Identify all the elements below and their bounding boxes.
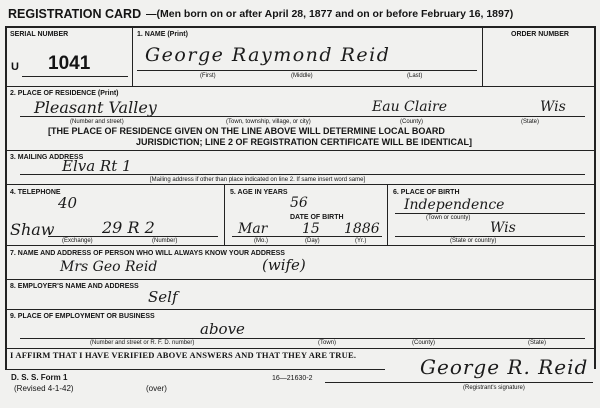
order-label: ORDER NUMBER [511,31,569,38]
birthplace-town: Independence [404,197,505,213]
dob-day: 15 [302,221,320,237]
employment-sub-town: (Town) [318,340,337,346]
name-sub-middle: (Middle) [291,73,313,79]
serial-number: 1041 [48,53,91,74]
employer-top-rule [5,279,595,280]
telephone-value-top: 40 [58,194,78,212]
birthplace-sub-state: (State or country) [450,238,497,244]
tel-divider [224,184,225,245]
print-code: 16—21630-2 [272,375,313,382]
residence-street-value: Pleasant Valley [34,98,157,117]
mailing-label: 3. MAILING ADDRESS [10,154,84,161]
birthplace-town-underline [395,213,585,214]
signature-line [325,382,593,383]
contact-relation: (wife) [262,256,306,274]
residence-sub-state: (State) [521,119,540,125]
residence-label: 2. PLACE OF RESIDENCE (Print) [10,90,119,97]
mailing-top-rule [5,150,595,151]
top-rule [5,26,595,28]
mailing-note: [Mailing address if other than place indicated on line 2. If same insert word same] [150,177,366,183]
telephone-sub-number: (Number) [152,238,178,244]
birthplace-sub-town: (Town or county) [426,215,471,221]
birthplace-state-underline [395,236,585,237]
card-subtitle: —(Men born on or after April 28, 1877 and on or before February 16, 1897) [146,8,514,20]
employer-value: Self [148,288,178,306]
name-sub-first: (First) [200,73,216,79]
age-divider [387,184,388,245]
employment-label: 9. PLACE OF EMPLOYMENT OR BUSINESS [10,313,155,320]
form-revised: (Revised 4-1-42) [14,384,74,393]
mailing-value: Elva Rt 1 [62,157,132,175]
name-sub-last: (Last) [407,73,423,79]
telephone-underline [48,236,218,237]
serial-prefix: U [11,61,19,73]
residence-underline [20,116,585,117]
dob-underline [232,236,382,237]
dob-year: 1886 [344,221,380,237]
row4-top-rule [5,184,595,185]
form-number: D. S. S. Form 1 [11,373,68,382]
mailing-underline [20,174,585,175]
dob-sub-yr: (Yr.) [355,238,367,244]
name-value: George Raymond Reid [145,44,391,66]
residence-note-line2: JURISDICTION; LINE 2 OF REGISTRATION CERTIFICATE WILL BE IDENTICAL] [136,137,472,147]
employment-underline [20,338,585,339]
residence-sub-town: (Town, township, village, or city) [226,119,311,125]
residence-sub-street: (Number and street) [70,119,124,125]
contact-label: 7. NAME AND ADDRESS OF PERSON WHO WILL ALWAYS KNOW YOUR ADDRESS [10,250,285,257]
order-divider [482,26,483,86]
dob-label: DATE OF BIRTH [290,214,344,221]
serial-label: SERIAL NUMBER [10,31,69,38]
name-underline [137,70,477,71]
over-note: (over) [146,384,167,393]
dob-sub-day: (Day) [305,238,320,244]
residence-state-value: Wis [540,99,566,115]
telephone-exchange: Shaw [10,220,55,239]
residence-top-rule [5,86,595,87]
residence-sub-county: (County) [400,119,424,125]
age-label: 5. AGE IN YEARS [230,189,288,196]
serial-underline [22,76,128,77]
signature-caption: (Registrant's signature) [463,385,525,391]
right-rule [594,26,596,369]
employment-sub-street: (Number and street or R. F. D. number) [90,340,195,346]
telephone-number: 29 R 2 [102,218,155,237]
dob-sub-mo: (Mo.) [254,238,268,244]
name-label: 1. NAME (Print) [137,31,188,38]
employment-sub-state: (State) [528,340,547,346]
birthplace-label: 6. PLACE OF BIRTH [393,189,460,196]
employer-label: 8. EMPLOYER'S NAME AND ADDRESS [10,283,139,290]
employment-sub-county: (County) [412,340,436,346]
affirm-bottom-rule [5,369,385,370]
dob-month: Mar [238,221,268,237]
registrant-signature: George R. Reid [420,355,589,379]
affirm-text: I AFFIRM THAT I HAVE VERIFIED ABOVE ANSWERS AND THAT THEY ARE TRUE. [10,350,357,360]
card-title: REGISTRATION CARD [8,7,142,21]
employment-value: above [200,320,245,338]
contact-value: Mrs Geo Reid [60,259,158,275]
telephone-sub-exchange: (Exchange) [62,238,93,244]
affirm-top-rule [5,348,595,349]
age-value: 56 [290,195,308,211]
telephone-label: 4. TELEPHONE [10,189,61,196]
contact-top-rule [5,245,595,246]
left-rule [5,26,7,369]
birthplace-state: Wis [490,220,516,236]
serial-divider [132,26,133,86]
residence-county-value: Eau Claire [372,99,448,115]
employment-top-rule [5,309,595,310]
residence-note-line1: [THE PLACE OF RESIDENCE GIVEN ON THE LINE ABOVE WILL DETERMINE LOCAL BOARD [48,126,445,136]
